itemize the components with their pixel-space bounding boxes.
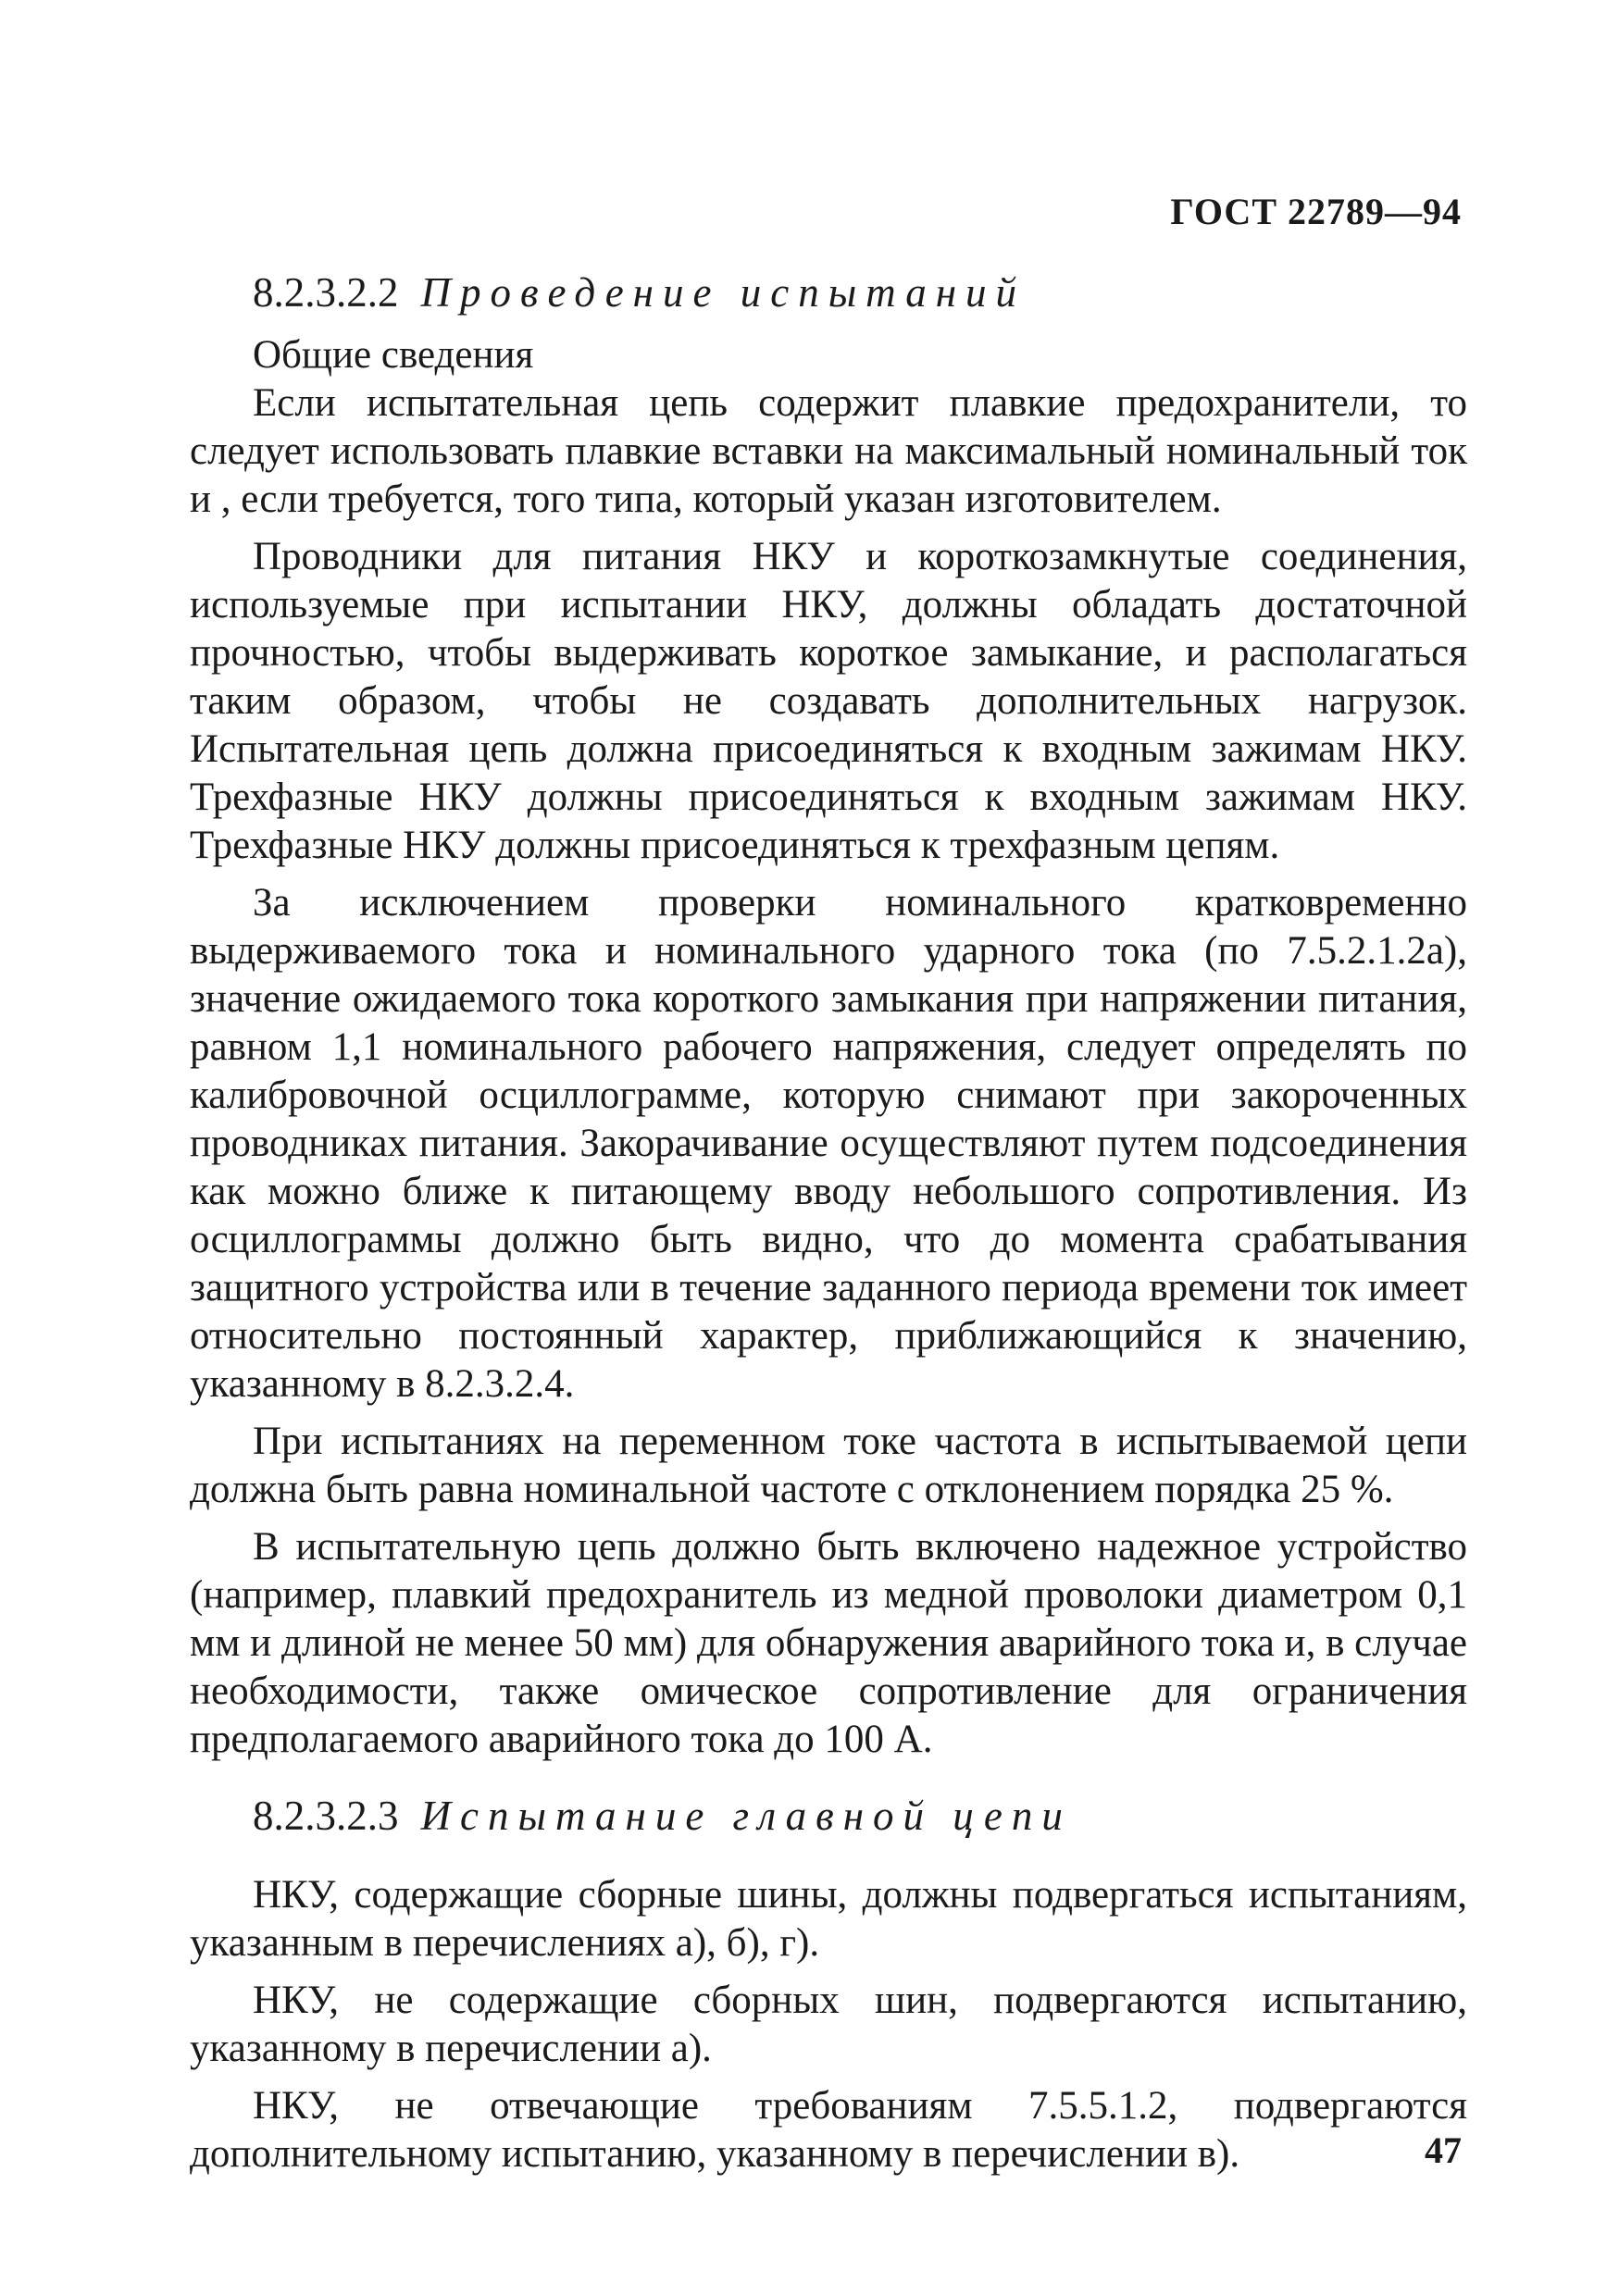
section-title: Испытание главной цепи xyxy=(420,1793,1072,1839)
paragraph: За исключением проверки номинального кратковременно выдерживаемого тока и номинального ударного тока (по 7.5.2.1.2а), значение ожидаемого тока короткого замыкания при напряжении питания, равном 1,1 номинального рабочего напряжения, следует определять по калибровочной осциллограмме, которую снимают при закороченных проводниках питания. Закорачивание осуществляют путем подсоединения как можно ближе к питающему вводу небольшого сопротивления. Из осциллограммы должно быть видно, что до момента срабатывания защитного устройства или в течение заданного периода времени ток имеет относительно постоянный характер, приближающийся к значению, указанному в 8.2.3.2.4. xyxy=(190,881,1467,1406)
paragraph: НКУ, не отвечающие требованиям 7.5.5.1.2, подвергаются дополнительному испытанию, указанному в перечислении в). xyxy=(190,2084,1467,2176)
section-number: 8.2.3.2.3 xyxy=(253,1793,399,1839)
paragraph: Проводники для питания НКУ и короткозамкнутые соединения, используемые при испытании НКУ, должны обладать достаточной прочностью, чтобы выдерживать короткое замыкание, и располагаться таким образом, чтобы не создавать дополнительных нагрузок. Испытательная цепь должна присоединяться к входным зажимам НКУ. Трехфазные НКУ должны присоединяться к входным зажимам НКУ. Трехфазные НКУ должны присоединяться к трехфазным цепям. xyxy=(190,535,1467,867)
section-title: Проведение испытаний xyxy=(420,269,1027,316)
document-body xyxy=(190,268,1467,2188)
paragraph: При испытаниях на переменном токе частота в испытываемой цепи должна быть равна номинальной частоте с отклонением порядка 25 %. xyxy=(190,1420,1467,1511)
section-heading-8-2-3-2-2 xyxy=(253,268,1467,316)
paragraph: НКУ, не содержащие сборных шин, подвергаются испытанию, указанному в перечислении а). xyxy=(190,1979,1467,2070)
subheading-general-info: Общие сведения xyxy=(253,333,534,377)
paragraph: НКУ, содержащие сборные шины, должны подвергаться испытаниям, указанным в перечислениях а), б), г). xyxy=(190,1873,1467,1965)
page-number: 47 xyxy=(1425,2129,1462,2171)
document-header: ГОСТ 22789—94 xyxy=(1170,191,1462,232)
paragraph: В испытательную цепь должно быть включено надежное устройство (например, плавкий предохранитель из медной проволоки диаметром 0,1 мм и длиной не менее 50 мм) для обнаружения аварийного тока и, в случае необходимости, также омическое сопротивление для ограничения предполагаемого аварийного тока до 100 А. xyxy=(190,1525,1467,1761)
paragraph: Если испытательная цепь содержит плавкие предохранители, то следует использовать плавкие вставки на максимальный номинальный ток и , если требуется, того типа, который указан изготовителем. xyxy=(190,381,1467,521)
section-heading-8-2-3-2-3 xyxy=(253,1792,1467,1840)
section-number: 8.2.3.2.2 xyxy=(253,269,399,316)
